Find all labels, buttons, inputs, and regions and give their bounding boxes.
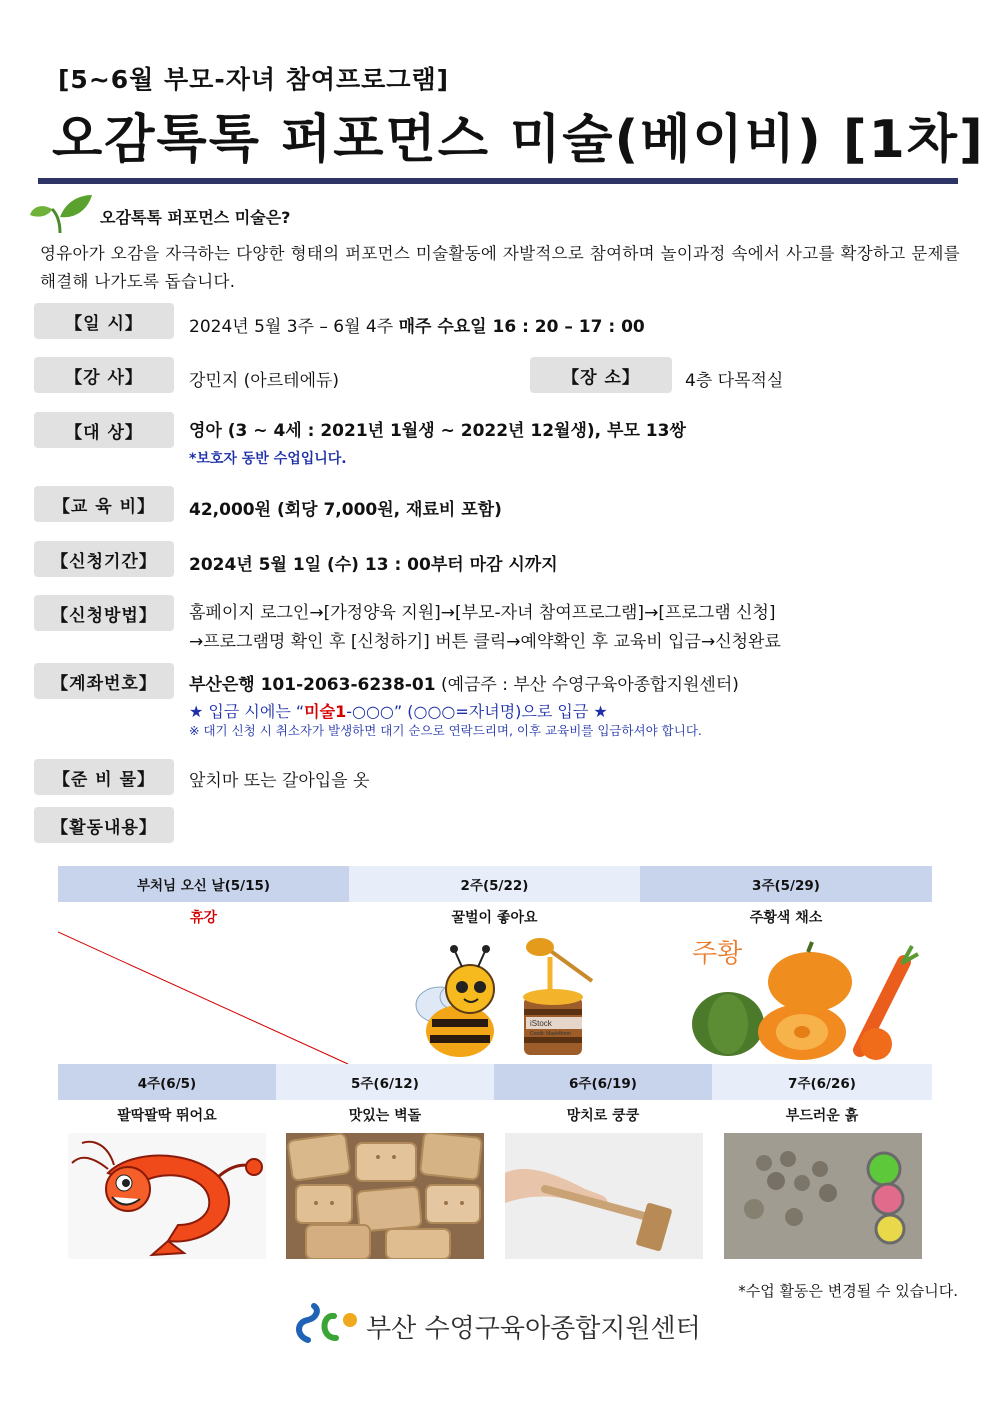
pumpkin-title-text: 주황 bbox=[692, 939, 743, 969]
target-value: 영아 (3 ~ 4세 : 2021년 1월생 ~ 2022년 12월생), 부모 13쌍 bbox=[189, 421, 686, 441]
intro-text: 영유아가 오감을 자극하는 다양한 형태의 퍼포먼스 미술활동에 자발적으로 참여하며 놀이과정 속에서 사고를 확장하고 문제를 해결해 나가도록 돕습니다. bbox=[40, 244, 960, 291]
center-name: 부산 수영구육아종합지원센터 bbox=[366, 1314, 701, 1344]
deposit-prefix: ★ 입금 시에는 “ bbox=[189, 702, 305, 721]
activity-title: 망치로 쿵쿵 bbox=[566, 1108, 640, 1124]
instructor-value: 강민지 (아르테에듀) bbox=[189, 371, 340, 391]
center-logo bbox=[294, 1302, 704, 1346]
orange-vegetables-image bbox=[690, 932, 920, 1062]
waitlist-notice: ※ 대기 신청 시 취소자가 발생하면 대기 순으로 연락드리며, 이후 교육비를 입금하셔야 합니다. bbox=[189, 723, 702, 738]
place-label: 【장 소】 bbox=[530, 357, 672, 393]
method-line2: →프로그램명 확인 후 [신청하기] 버튼 클릭→예약확인 후 교육비 입금→신청완료 bbox=[189, 632, 781, 652]
instructor-label: 【강 사】 bbox=[34, 357, 174, 393]
schedule-row2 bbox=[58, 1064, 932, 1130]
week-header: 2주(5/22) bbox=[349, 866, 640, 902]
activity-title: 부드러운 흙 bbox=[785, 1108, 859, 1124]
target-note: *보호자 동반 수업입니다. bbox=[189, 451, 347, 467]
activity-title: 꿀벌이 좋아요 bbox=[451, 910, 538, 926]
account-value bbox=[189, 670, 739, 695]
target-label: 【대 상】 bbox=[34, 412, 174, 448]
page-title: 오감톡톡 퍼포먼스 미술(베이비) [1차] bbox=[52, 110, 985, 170]
deposit-code: 미술 bbox=[304, 702, 336, 721]
place-value: 4층 다목적실 bbox=[685, 371, 784, 391]
period-label: 【신청기간】 bbox=[34, 541, 174, 577]
activity-title: 휴강 bbox=[189, 910, 218, 926]
sprout-icon bbox=[30, 193, 94, 235]
program-subtitle: [5~6월 부모-자녀 참여프로그램] bbox=[58, 65, 450, 94]
week-header: 5주(6/12) bbox=[276, 1064, 494, 1100]
shrimp-image bbox=[68, 1133, 266, 1259]
activity-title: 팔딱팔딱 뛰어요 bbox=[117, 1108, 217, 1124]
date-value bbox=[189, 312, 645, 337]
week-header: 7주(6/26) bbox=[712, 1064, 932, 1100]
holiday-strike-line bbox=[58, 930, 350, 1066]
account-number: 부산은행 101-2063-6238-01 bbox=[189, 675, 436, 695]
soft-soil-image bbox=[724, 1133, 922, 1259]
biscuit-bricks-image bbox=[286, 1133, 484, 1259]
week-header: 3주(5/29) bbox=[640, 866, 932, 902]
center-logo-icon bbox=[294, 1302, 364, 1346]
wooden-hammer-image bbox=[505, 1133, 703, 1259]
date-label: 【일 시】 bbox=[34, 303, 174, 339]
stock-watermark: iStock bbox=[530, 1019, 552, 1028]
week-header: 부처님 오신 날(5/15) bbox=[58, 866, 349, 902]
activity-title: 맛있는 벽돌 bbox=[348, 1108, 422, 1124]
week-header: 4주(6/5) bbox=[58, 1064, 276, 1100]
deposit-code-number: 1 bbox=[335, 702, 347, 721]
method-line1: 홈페이지 로그인→[가정양육 지원]→[부모-자녀 참여프로그램]→[프로그램 신청] bbox=[189, 603, 776, 623]
date-time: 매주 수요일 16 : 20 – 17 : 00 bbox=[398, 317, 645, 337]
method-label: 【신청방법】 bbox=[34, 595, 174, 631]
prep-value: 앞치마 또는 갈아입을 옷 bbox=[189, 771, 370, 791]
bee-honey-image bbox=[400, 935, 610, 1061]
fee-value: 42,000원 (회당 7,000원, 재료비 포함) bbox=[189, 500, 502, 520]
deposit-instruction bbox=[189, 699, 608, 722]
date-range: 2024년 5월 3주 – 6월 4주 bbox=[189, 317, 399, 337]
activity-title: 주황색 채소 bbox=[749, 910, 823, 926]
activities-label: 【활동내용】 bbox=[34, 807, 174, 843]
period-value: 2024년 5월 1일 (수) 13 : 00부터 마감 시까지 bbox=[189, 555, 558, 575]
prep-label: 【준 비 물】 bbox=[34, 759, 174, 795]
stock-credit: Credit: Mask4form bbox=[530, 1031, 571, 1037]
fee-label: 【교 육 비】 bbox=[34, 486, 174, 522]
account-holder: (예금주 : 부산 수영구육아종합지원센터) bbox=[435, 675, 739, 695]
intro-heading: 오감톡톡 퍼포먼스 미술은? bbox=[100, 208, 291, 227]
schedule-row1 bbox=[58, 866, 932, 932]
week-header: 6주(6/19) bbox=[494, 1064, 712, 1100]
deposit-suffix: -○○○” (○○○=자녀명)으로 입금 ★ bbox=[346, 702, 608, 721]
account-label: 【계좌번호】 bbox=[34, 663, 174, 699]
schedule-change-note: *수업 활동은 변경될 수 있습니다. bbox=[738, 1282, 958, 1300]
title-divider bbox=[38, 178, 958, 184]
